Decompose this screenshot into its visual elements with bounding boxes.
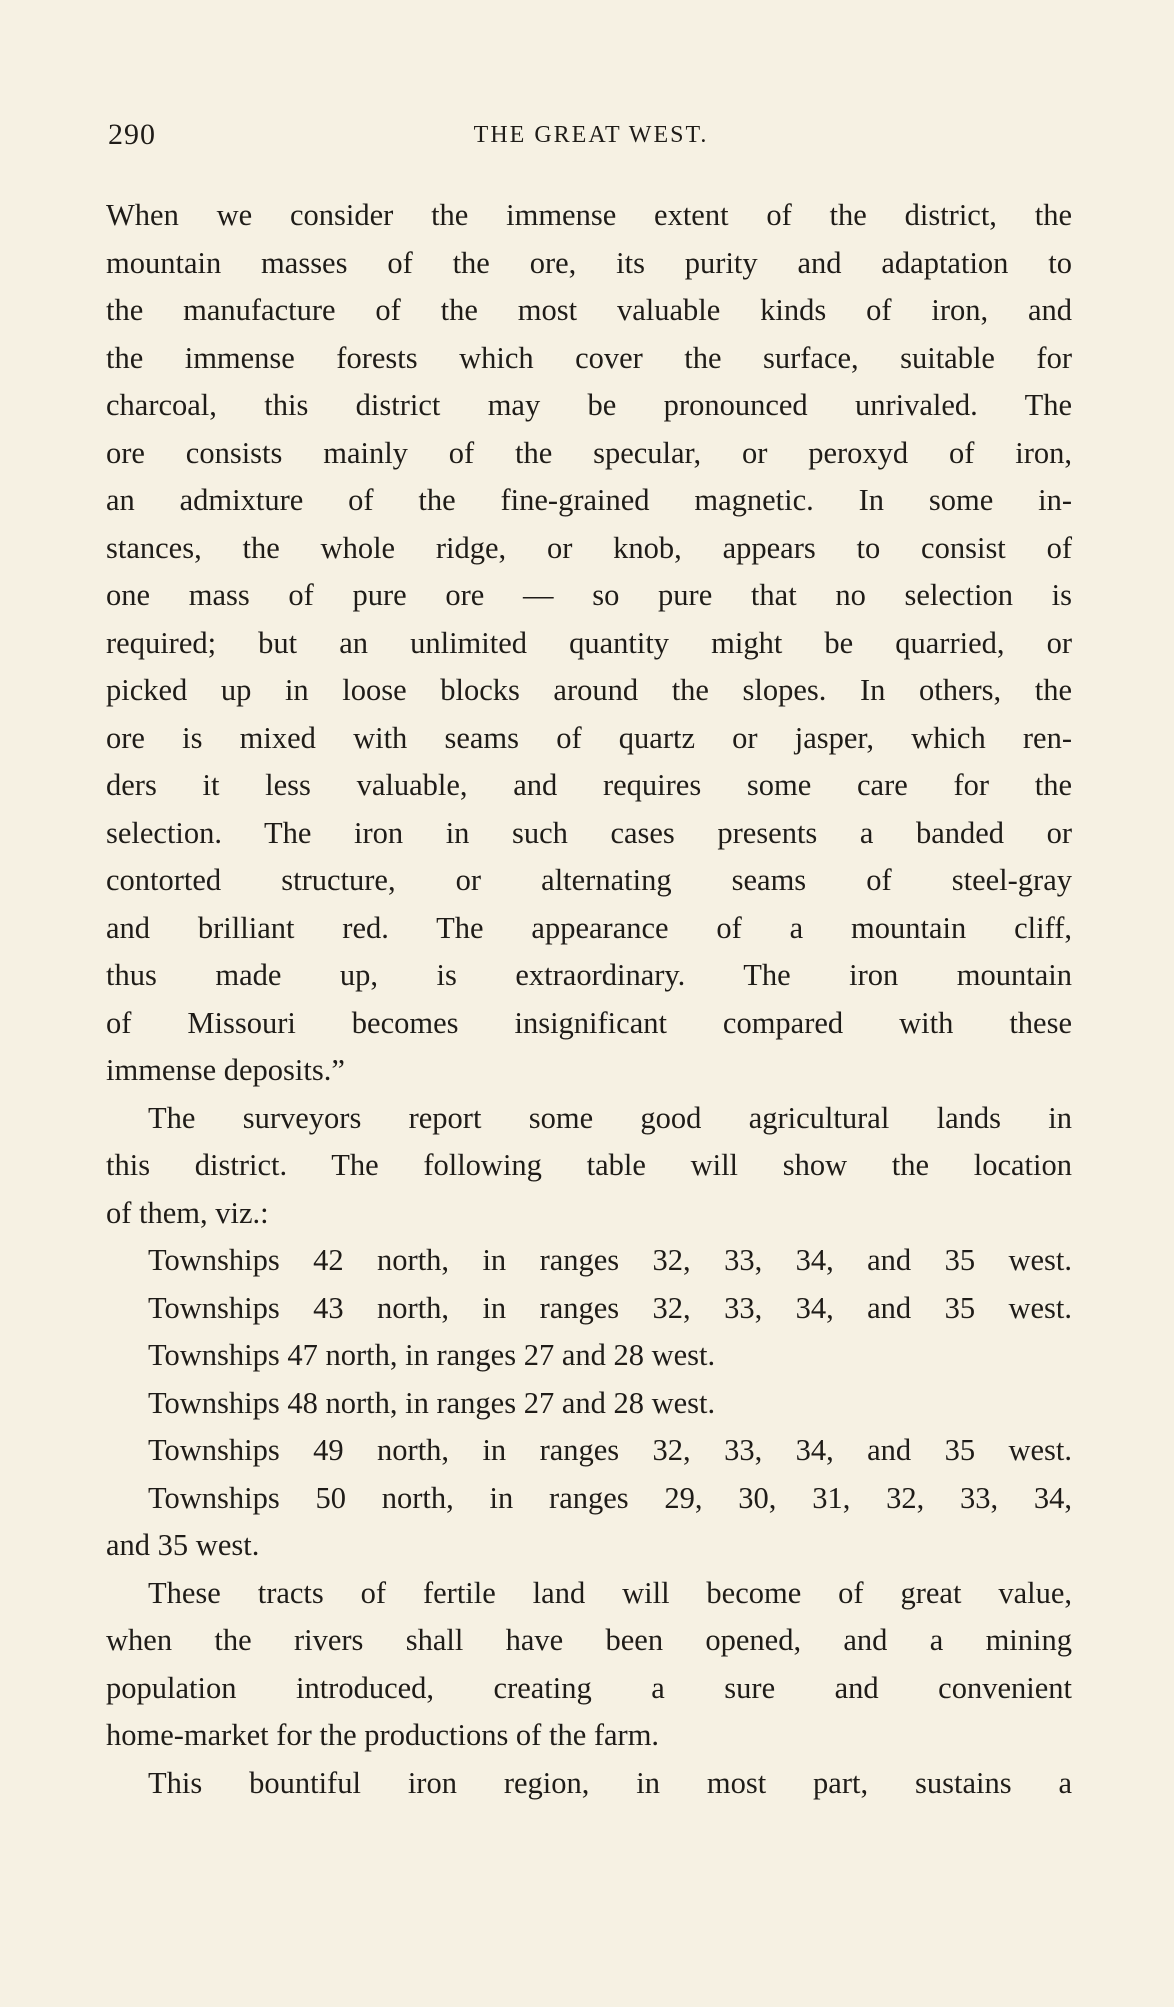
text-line: Townships 42 north, in ranges 32, 33, 34, and 35 west. — [148, 1243, 1072, 1277]
text-line: this district. The following table will show the location — [106, 1148, 1072, 1182]
text-line: of them, viz.: — [106, 1195, 269, 1230]
running-head: THE GREAT WEST. — [473, 122, 709, 148]
text-line: Townships 43 north, in ranges 32, 33, 34, and 35 west. — [148, 1290, 1072, 1325]
text-line: ders it less valuable, and requires some care for the — [106, 768, 1072, 802]
text-line: and 35 west. — [106, 1528, 260, 1562]
text-line: required; but an unlimited quantity might be quarried, or — [106, 625, 1072, 660]
text-line: one mass of pure ore — so pure that no selection is — [106, 578, 1072, 612]
text-line: the manufacture of the most valuable kinds of iron, and — [106, 293, 1072, 327]
text-line: ore consists mainly of the specular, or peroxyd of iron, — [106, 435, 1072, 470]
page-header — [108, 118, 1074, 158]
text-line: Townships 50 north, in ranges 29, 30, 31, 32, 33, 34, — [148, 1480, 1072, 1515]
text-line: selection. The iron in such cases presents a banded or — [106, 815, 1072, 850]
text-line: home-market for the productions of the farm. — [106, 1718, 660, 1752]
text-line: stances, the whole ridge, or knob, appears to consist of — [106, 530, 1072, 565]
text-line: when the rivers shall have been opened, and a mining — [106, 1623, 1072, 1657]
text-line: thus made up, is extraordinary. The iron mountain — [106, 958, 1072, 992]
text-line: and brilliant red. The appearance of a mountain cliff, — [106, 910, 1072, 945]
text-line: Townships 49 north, in ranges 32, 33, 34, and 35 west. — [148, 1433, 1072, 1467]
text-line: These tracts of fertile land will become of great value, — [148, 1575, 1072, 1610]
page-number: 290 — [108, 118, 156, 151]
text-line: the immense forests which cover the surface, suitable for — [106, 340, 1072, 375]
text-line: immense deposits.” — [106, 1053, 345, 1087]
text-line: The surveyors report some good agricultural lands in — [148, 1100, 1072, 1135]
text-line: charcoal, this district may be pronounced unrivaled. The — [106, 388, 1072, 422]
text-line: Townships 48 north, in ranges 27 and 28 west. — [148, 1385, 716, 1420]
text-line: When we consider the immense extent of the district, the — [106, 198, 1072, 232]
text-line: This bountiful iron region, in most part, sustains a — [148, 1765, 1072, 1800]
text-line: picked up in loose blocks around the slopes. In others, the — [106, 673, 1072, 707]
text-line: mountain masses of the ore, its purity and adaptation to — [106, 245, 1072, 280]
text-line: population introduced, creating a sure and convenient — [106, 1670, 1072, 1705]
text-line: ore is mixed with seams of quartz or jasper, which ren- — [106, 720, 1072, 755]
text-line: of Missouri becomes insignificant compared with these — [106, 1005, 1072, 1040]
text-line: Townships 47 north, in ranges 27 and 28 west. — [148, 1338, 716, 1372]
body-text — [106, 192, 1072, 1807]
text-line: an admixture of the fine-grained magnetic. In some in- — [106, 483, 1072, 517]
text-line: contorted structure, or alternating seams of steel-gray — [106, 863, 1072, 897]
